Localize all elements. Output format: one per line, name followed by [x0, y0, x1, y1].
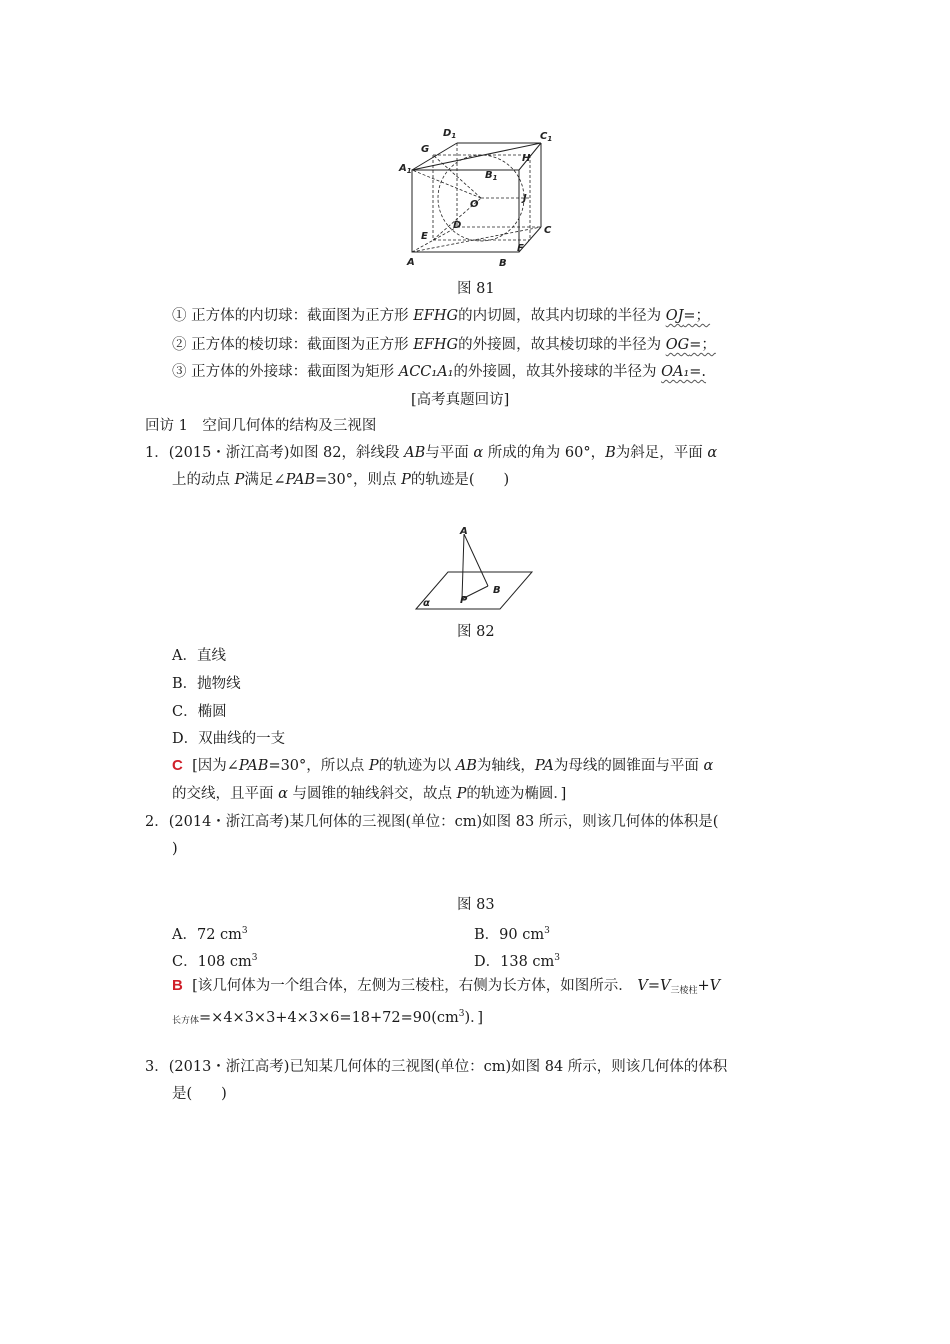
- label-D: D: [453, 220, 462, 231]
- label-O: O: [470, 199, 479, 210]
- q2-answer: B: [172, 977, 183, 994]
- note-1: ① 正方体的内切球：截面图为正方形 EFHG的内切圆，故其内切球的半径为 OJ=；: [172, 308, 711, 324]
- q2-option-b: B．90 $cm^3$: [474, 926, 550, 943]
- subsection-title: 回访 1 空间几何体的结构及三视图: [145, 418, 377, 434]
- q2-explanation-line1: B [该几何体为一个组合体，左侧为三棱柱，右侧为长方体，如图所示． $V=V_{三棱柱}+V$: [172, 977, 721, 996]
- label-J: J: [523, 193, 527, 204]
- section-title: [高考真题回访]: [411, 392, 510, 408]
- fig82-label-alpha: α: [423, 598, 430, 609]
- fig82-label-B: B: [493, 585, 501, 596]
- q2-explanation-line2: 长方体$=\times 4\times 3\times 3+4\times 3\times 6=18+72=90(cm^3)$．]: [172, 1009, 484, 1026]
- q3-line1: 3．(2013・浙江高考)已知某几何体的三视图(单位：cm)如图 84 所示，则该几何体的体积: [145, 1059, 728, 1075]
- q2-line2: ): [172, 841, 178, 857]
- label-B1: $B_1$: [485, 170, 498, 182]
- label-F: F: [517, 243, 524, 254]
- q1-option-c: C．椭圆: [172, 704, 227, 720]
- figure-82-caption: 图 82: [457, 624, 495, 640]
- q2-option-c: C．108 $cm^3$: [172, 953, 258, 970]
- q1-option-a: A．直线: [172, 648, 226, 664]
- figure-83-caption: 图 83: [457, 897, 495, 913]
- q1-answer: C: [172, 757, 183, 774]
- q1-line2: 上的动点 P满足∠PAB=30°，则点 P的轨迹是( ): [172, 472, 510, 488]
- label-C1: $C_1$: [540, 131, 553, 143]
- label-E: E: [421, 231, 428, 242]
- q1-explanation-line1: C [因为∠PAB=30°，所以点 P的轨迹为以 AB为轴线，PA为母线的圆锥面与平面 α: [172, 757, 714, 774]
- figure-81-caption: 图 81: [457, 281, 495, 297]
- q1-option-d: D．双曲线的一支: [172, 731, 286, 747]
- fig82-label-A: A: [460, 526, 468, 537]
- label-D1: $D_1$: [443, 128, 457, 140]
- q2-line1: 2．(2014・浙江高考)某几何体的三视图(单位：cm)如图 83 所示，则该几何体的体积是(: [145, 814, 719, 830]
- label-H: H: [522, 153, 531, 164]
- q1-option-b: B．抛物线: [172, 676, 241, 692]
- figure-81-cube: [395, 125, 565, 270]
- fig82-label-P: P: [460, 595, 468, 606]
- label-A1: $A_1$: [399, 163, 412, 175]
- note-2: ② 正方体的棱切球：截面图为正方形 EFHG的外接圆，故其棱切球的半径为 OG=；: [172, 337, 716, 353]
- q2-option-a: A．72 $cm^3$: [172, 926, 248, 943]
- q3-line2: 是( ): [172, 1086, 227, 1102]
- label-B: B: [499, 258, 507, 269]
- label-C: C: [544, 225, 552, 236]
- label-A: A: [407, 257, 415, 268]
- q1-line1: 1．(2015・浙江高考)如图 82，斜线段 AB与平面 α 所成的角为 60°，B为斜足，平面 α: [145, 445, 718, 461]
- q2-option-d: D．138 $cm^3$: [474, 953, 561, 970]
- label-G: G: [421, 144, 430, 155]
- note-3: ③ 正方体的外接球：截面图为矩形 ACC₁A₁的外接圆，故其外接球的半径为 OA₁=.: [172, 364, 707, 380]
- q1-explanation-line2: 的交线，且平面 α 与圆锥的轴线斜交，故点 P的轨迹为椭圆．]: [172, 786, 567, 802]
- figure-82-plane: [412, 524, 538, 616]
